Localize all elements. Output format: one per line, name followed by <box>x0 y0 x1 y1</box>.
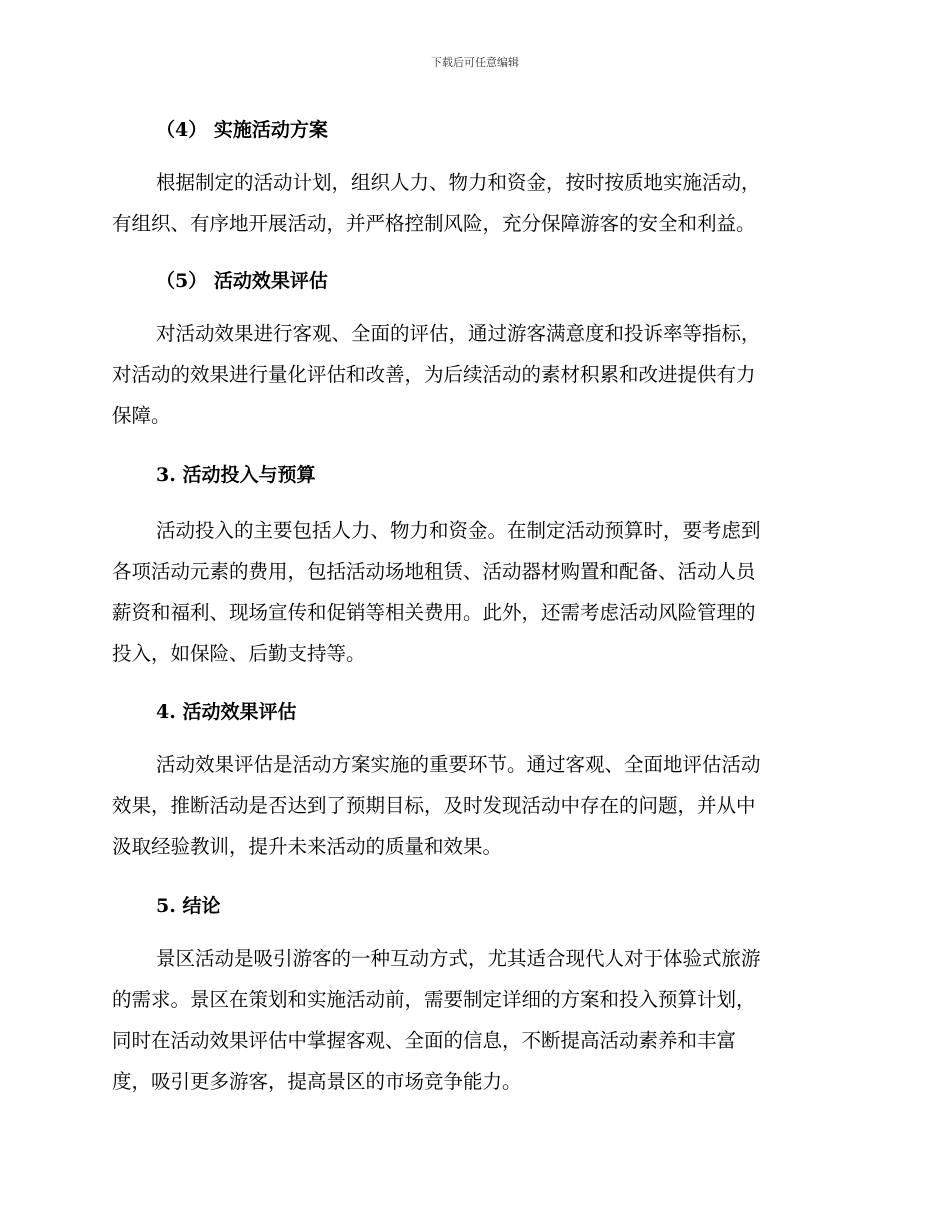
paragraph-line: 度，吸引更多游客，提高景区的市场竞争能力。 <box>112 1070 522 1093</box>
paragraph-line: 投入，如保险、后勤支持等。 <box>112 642 366 665</box>
section-heading-effect-evaluation: （5） 活动效果评估 <box>156 270 328 292</box>
paragraph-implement-plan <box>112 162 830 244</box>
paragraph-line: 效果，推断活动是否达到了预期目标，及时发现活动中存在的问题，并从中 <box>112 794 756 817</box>
section-heading-evaluation: 4. 活动效果评估 <box>156 701 297 723</box>
paragraph-budget <box>112 510 830 674</box>
paragraph-line: 薪资和福利、现场宣传和促销等相关费用。此外，还需考虑活动风险管理的 <box>112 601 756 624</box>
section-heading-implement-plan: （4） 实施活动方案 <box>156 119 328 141</box>
page-header: 下载后可任意编辑 <box>431 56 519 69</box>
paragraph-line: 活动投入的主要包括人力、物力和资金。在制定活动预算时，要考虑到 <box>156 519 761 542</box>
paragraph-line: 活动效果评估是活动方案实施的重要环节。通过客观、全面地评估活动 <box>156 753 761 776</box>
section-heading-budget: 3. 活动投入与预算 <box>156 464 316 486</box>
paragraph-line: 汲取经验教训，提升未来活动的质量和效果。 <box>112 835 503 858</box>
paragraph-line: 保障。 <box>112 404 171 427</box>
paragraph-line: 各项活动元素的费用，包括活动场地租赁、活动器材购置和配备、活动人员 <box>112 560 756 583</box>
paragraph-evaluation <box>112 744 830 867</box>
paragraph-line: 景区活动是吸引游客的一种互动方式，尤其适合现代人对于体验式旅游 <box>156 947 761 970</box>
paragraph-conclusion <box>112 938 830 1102</box>
paragraph-line: 同时在活动效果评估中掌握客观、全面的信息，不断提高活动素养和丰富 <box>112 1029 737 1052</box>
paragraph-effect-evaluation <box>112 313 830 436</box>
paragraph-line: 对活动的效果进行量化评估和改善，为后续活动的素材积累和改进提供有力 <box>112 363 756 386</box>
paragraph-line: 有组织、有序地开展活动，并严格控制风险，充分保障游客的安全和利益。 <box>112 212 756 235</box>
paragraph-line: 的需求。景区在策划和实施活动前，需要制定详细的方案和投入预算计划， <box>112 988 756 1011</box>
paragraph-line: 对活动效果进行客观、全面的评估，通过游客满意度和投诉率等指标， <box>156 322 761 345</box>
section-heading-conclusion: 5. 结论 <box>156 895 221 917</box>
paragraph-line: 根据制定的活动计划，组织人力、物力和资金，按时按质地实施活动， <box>156 171 761 194</box>
